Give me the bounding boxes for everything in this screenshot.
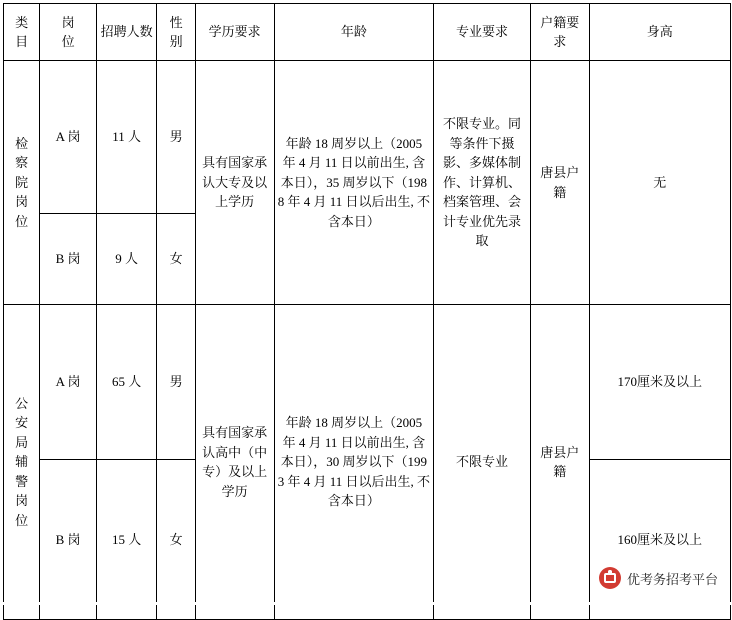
header-household: 户籍要求 — [531, 4, 590, 61]
header-gender-line1: 性 别 — [169, 14, 183, 49]
table-row — [4, 305, 731, 460]
cell-gender-g1-r2: 女 — [157, 214, 195, 305]
header-education: 学历要求 — [195, 4, 274, 61]
header-category — [4, 4, 40, 61]
header-position — [40, 4, 97, 61]
cell-major-group1: 不限专业。同等条件下摄影、多媒体制作、计算机、档案管理、会计专业优先录取 — [434, 61, 531, 305]
cell-hire-count-g1-r1: 11 人 — [96, 61, 157, 214]
cell-hire-count-g1-r2: 9 人 — [96, 214, 157, 305]
cell-household-group1: 唐县户籍 — [531, 61, 590, 305]
header-category-line1: 类 目 — [15, 14, 29, 49]
cell-household-group2: 唐县户籍 — [531, 305, 590, 620]
cell-gender-g2-r1: 男 — [157, 305, 195, 460]
cell-height-g2-r2: 160厘米及以上 — [589, 460, 730, 620]
cell-position-g2-r1: A 岗 — [40, 305, 97, 460]
header-gender — [157, 4, 195, 61]
cell-education-group2: 具有国家承认高中（中专）及以上学历 — [195, 305, 274, 620]
table-header-row — [4, 4, 731, 61]
cell-position-g1-r1: A 岗 — [40, 61, 97, 214]
cell-position-g2-r2: B 岗 — [40, 460, 97, 620]
header-position-line1: 岗 位 — [61, 14, 75, 49]
header-height: 身高 — [589, 4, 730, 61]
camera-badge-icon — [599, 567, 621, 589]
cell-age-group1: 年龄 18 周岁以上（2005 年 4 月 11 日以前出生, 含本日），35 周岁以下（1988 年 4 月 11 日以后出生, 不含本日） — [274, 61, 434, 305]
header-hire-count: 招聘人数 — [96, 4, 157, 61]
cell-gender-g2-r2: 女 — [157, 460, 195, 620]
header-major: 专业要求 — [434, 4, 531, 61]
cell-major-group2: 不限专业 — [434, 305, 531, 620]
cell-age-group2: 年龄 18 周岁以上（2005 年 4 月 11 日以前出生, 含本日），30 周岁以下（1993 年 4 月 11 日以后出生, 不含本日） — [274, 305, 434, 620]
cell-category-group1 — [4, 61, 40, 305]
cell-position-g1-r2: B 岗 — [40, 214, 97, 305]
cell-education-group1: 具有国家承认大专及以上学历 — [195, 61, 274, 305]
watermark — [599, 567, 718, 589]
cell-gender-g1-r1: 男 — [157, 61, 195, 214]
cell-category-group2 — [4, 305, 40, 620]
category-g2-c1: 公 安 局 辅 警 岗 位 — [15, 395, 29, 528]
cell-hire-count-g2-r2: 15 人 — [96, 460, 157, 620]
cell-height-group1: 无 — [589, 61, 730, 305]
table-row — [4, 61, 731, 214]
recruitment-table — [3, 3, 731, 620]
cell-hire-count-g2-r1: 65 人 — [96, 305, 157, 460]
category-g1-c1: 检 察 院 岗 位 — [15, 135, 29, 229]
watermark-label: 优考务招考平台 — [626, 571, 718, 587]
header-age: 年龄 — [274, 4, 434, 61]
cell-height-g2-r1: 170厘米及以上 — [589, 305, 730, 460]
